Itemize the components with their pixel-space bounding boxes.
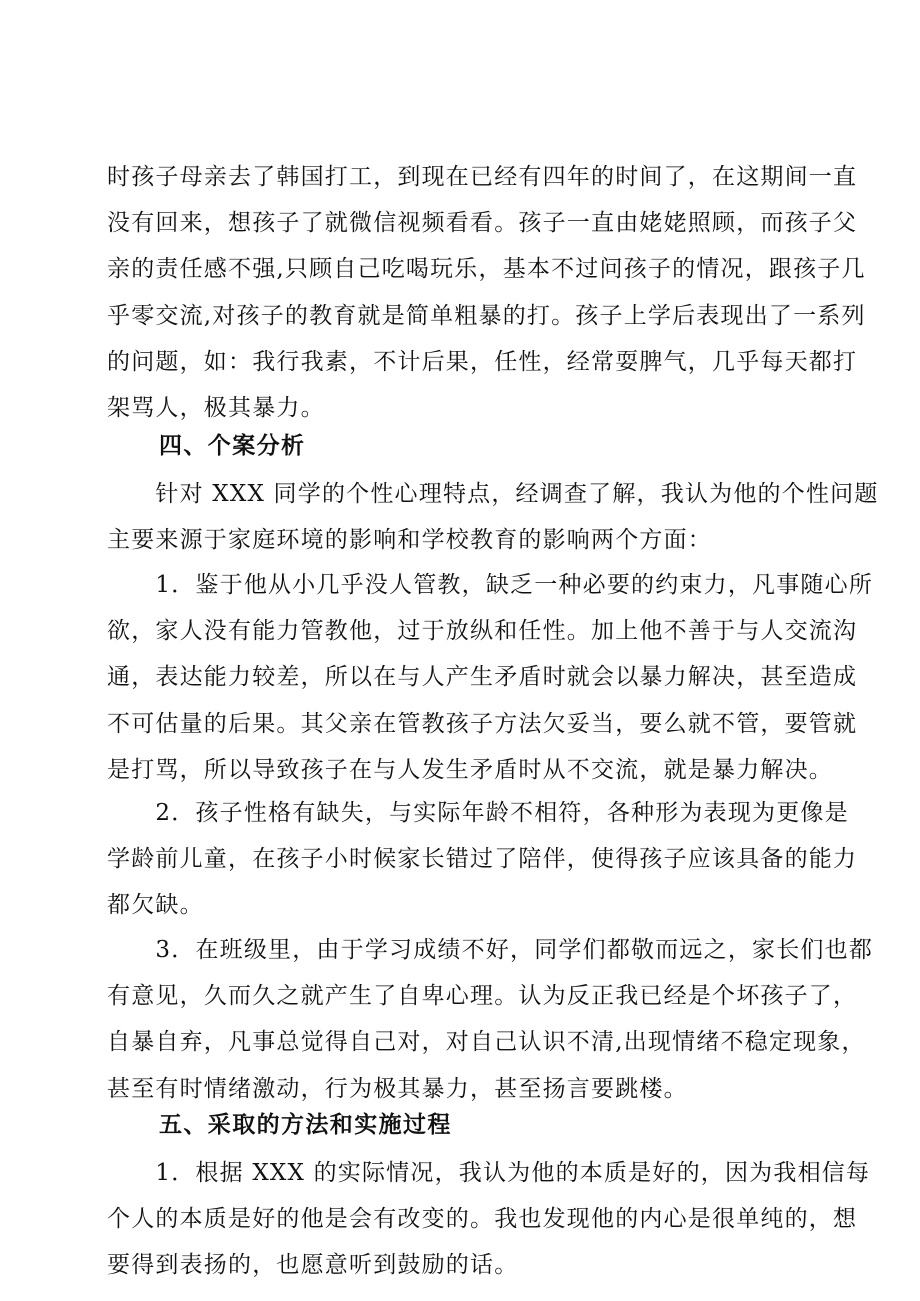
section-4-heading: 四、个案分析 <box>159 433 306 459</box>
text-line: 不可估量的后果。其父亲在管教孩子方法欠妥当，要么就不管，要管就 <box>107 710 858 737</box>
text-line: 没有回来，想孩子了就微信视频看看。孩子一直由姥姥照顾，而孩子父 <box>107 210 858 237</box>
section-4-item-2 <box>107 790 858 929</box>
text-line: 个人的本质是好的他是会有改变的。我也发现他的内心是很单纯的，想 <box>107 1206 858 1233</box>
text-line: 针对 XXX 同学的个性心理特点，经调查了解，我认为他的个性问题 <box>107 481 879 507</box>
text-line: 1．鉴于他从小几乎没人管教，缺乏一种必要的约束力，凡事随心所 <box>107 572 874 598</box>
section-4-item-1 <box>107 562 874 793</box>
text-line: 3．在班级里，由于学习成绩不好，同学们都敬而远之，家长们也都 <box>107 937 874 963</box>
text-line: 主要来源于家庭环境的影响和学校教育的影响两个方面： <box>107 527 712 554</box>
text-line: 通，表达能力较差，所以在与人产生矛盾时就会以暴力解决，甚至造成 <box>107 664 858 691</box>
text-line: 的问题，如：我行我素，不计后果，任性，经常耍脾气，几乎每天都打 <box>107 348 858 375</box>
text-line: 乎零交流,对孩子的教育就是简单粗暴的打。孩子上学后表现出了一系列 <box>107 302 866 329</box>
text-line: 亲的责任感不强,只顾自己吃喝玩乐，基本不过问孩子的情况，跟孩子几 <box>107 256 866 283</box>
text-line: 自暴自弃，凡事总觉得自己对，对自己认识不清,出现情绪不稳定现象， <box>107 1029 866 1056</box>
text-line: 甚至有时情绪激动，行为极其暴力，甚至扬言要跳楼。 <box>107 1075 688 1102</box>
text-line: 1．根据 XXX 的实际情况，我认为他的本质是好的，因为我相信每 <box>107 1160 871 1186</box>
text-line: 是打骂，所以导致孩子在与人发生矛盾时从不交流，就是暴力解决。 <box>107 756 833 783</box>
text-line: 2．孩子性格有缺失，与实际年龄不相符，各种形为表现为更像是 <box>107 800 849 826</box>
section-5-heading: 五、采取的方法和实施过程 <box>159 1112 452 1138</box>
text-line: 时孩子母亲去了韩国打工，到现在已经有四年的时间了，在这期间一直 <box>107 164 858 190</box>
text-line: 要得到表扬的，也愿意听到鼓励的话。 <box>107 1252 519 1279</box>
section-4-intro <box>107 471 879 563</box>
text-line: 有意见，久而久之就产生了自卑心理。认为反正我已经是个坏孩子了， <box>107 983 858 1010</box>
intro-paragraph <box>107 154 866 431</box>
section-4-item-3 <box>107 927 874 1112</box>
section-5-item-1 <box>107 1150 871 1289</box>
text-line: 欲，家人没有能力管教他，过于放纵和任性。加上他不善于与人交流沟 <box>107 618 858 645</box>
text-line: 架骂人，极其暴力。 <box>107 394 325 421</box>
text-line: 都欠缺。 <box>107 892 204 919</box>
text-line: 学龄前儿童，在孩子小时候家长错过了陪伴，使得孩子应该具备的能力 <box>107 846 858 873</box>
